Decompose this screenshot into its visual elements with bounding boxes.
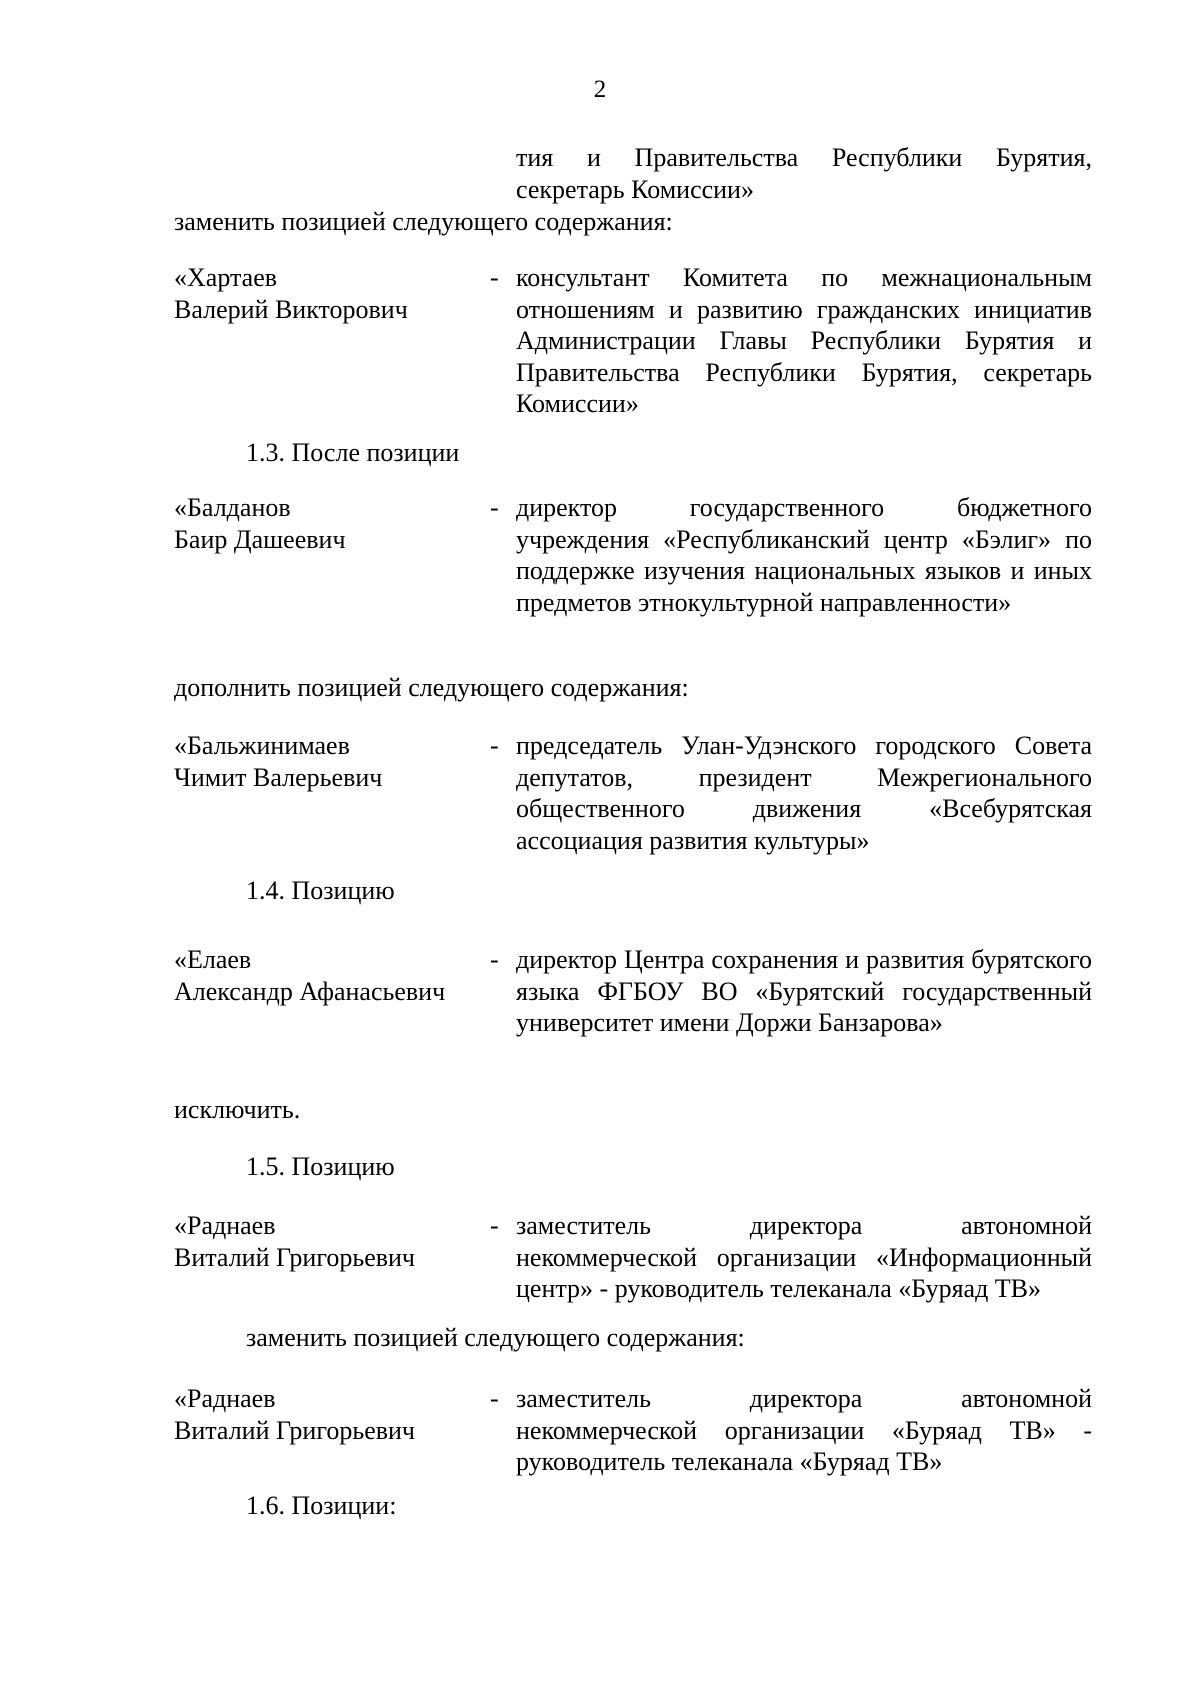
entry-dash: - [490, 1211, 499, 1240]
paragraph-replace-2: заменить позицией следующего содержания: [246, 1323, 745, 1352]
entry-radnaev-old-name [174, 1210, 474, 1273]
entry-given-name: Виталий Григорьевич [174, 1242, 415, 1272]
entry-surname: «Хартаев [174, 263, 278, 292]
entry-hartaev-description: консультант Комитета по межнациональным отношениям и развитию гражданских инициатив Администрации Главы Республики Бурятия и Правительства Республики Бурятия, секретарь Комиссии» [516, 263, 1092, 418]
paragraph-1-6: 1.6. Позиции: [246, 1491, 397, 1520]
entry-dash: - [490, 263, 499, 292]
entry-radnaev-new-name [174, 1383, 474, 1446]
entry-balzhinimaev-description: председатель Улан-Удэнского городского Совета депутатов, президент Межрегионального общественного движения «Всебурятская ассоциация развития культуры» [516, 731, 1092, 855]
entry-given-name: Чимит Валерьевич [174, 762, 383, 792]
entry-given-name: Виталий Григорьевич [174, 1415, 415, 1445]
entry-dash: - [490, 1384, 499, 1413]
entry-surname: «Балданов [174, 493, 291, 522]
entry-surname: «Раднаев [174, 1211, 276, 1240]
paragraph-exclude: исключить. [174, 1095, 301, 1124]
entry-given-name: Баир Дашеевич [174, 524, 346, 554]
continued-text: тия и Правительства Республики Бурятия, секретарь Комиссии» [516, 143, 1092, 204]
paragraph-replace-1: заменить позицией следующего содержания: [174, 207, 673, 236]
entry-radnaev-old-description: заместитель директора автономной некоммерческой организации «Информационный центр» - руководитель телеканала «Буряад ТВ» [516, 1211, 1092, 1303]
page-number: 2 [593, 76, 607, 103]
entry-baldanov-description: директор государственного бюджетного учреждения «Республиканский центр «Бэлиг» по поддержке изучения национальных языков и иных предметов этнокультурной направленности» [516, 493, 1092, 617]
entry-given-name: Валерий Викторович [174, 294, 408, 324]
entry-elaev-description: директор Центра сохранения и развития бурятского языка ФГБОУ ВО «Бурятский государственный университет имени Доржи Банзарова» [516, 945, 1092, 1037]
entry-balzhinimaev-name [174, 730, 474, 793]
entry-dash: - [490, 945, 499, 974]
entry-given-name: Александр Афанасьевич [174, 976, 446, 1006]
entry-dash: - [490, 731, 499, 760]
entry-surname: «Раднаев [174, 1384, 276, 1413]
entry-surname: «Бальжинимаев [174, 731, 350, 760]
paragraph-1-3: 1.3. После позиции [246, 438, 460, 467]
entry-elaev-name [174, 944, 474, 1007]
paragraph-add: дополнить позицией следующего содержания: [174, 673, 689, 702]
paragraph-1-5: 1.5. Позицию [246, 1152, 395, 1181]
entry-dash: - [490, 493, 499, 522]
entry-baldanov-name [174, 492, 474, 555]
entry-surname: «Елаев [174, 945, 252, 974]
entry-radnaev-new-description: заместитель директора автономной некоммерческой организации «Буряад ТВ» - руководитель телеканала «Буряад ТВ» [516, 1384, 1092, 1476]
entry-hartaev-name [174, 262, 474, 325]
paragraph-1-4: 1.4. Позицию [246, 876, 395, 905]
